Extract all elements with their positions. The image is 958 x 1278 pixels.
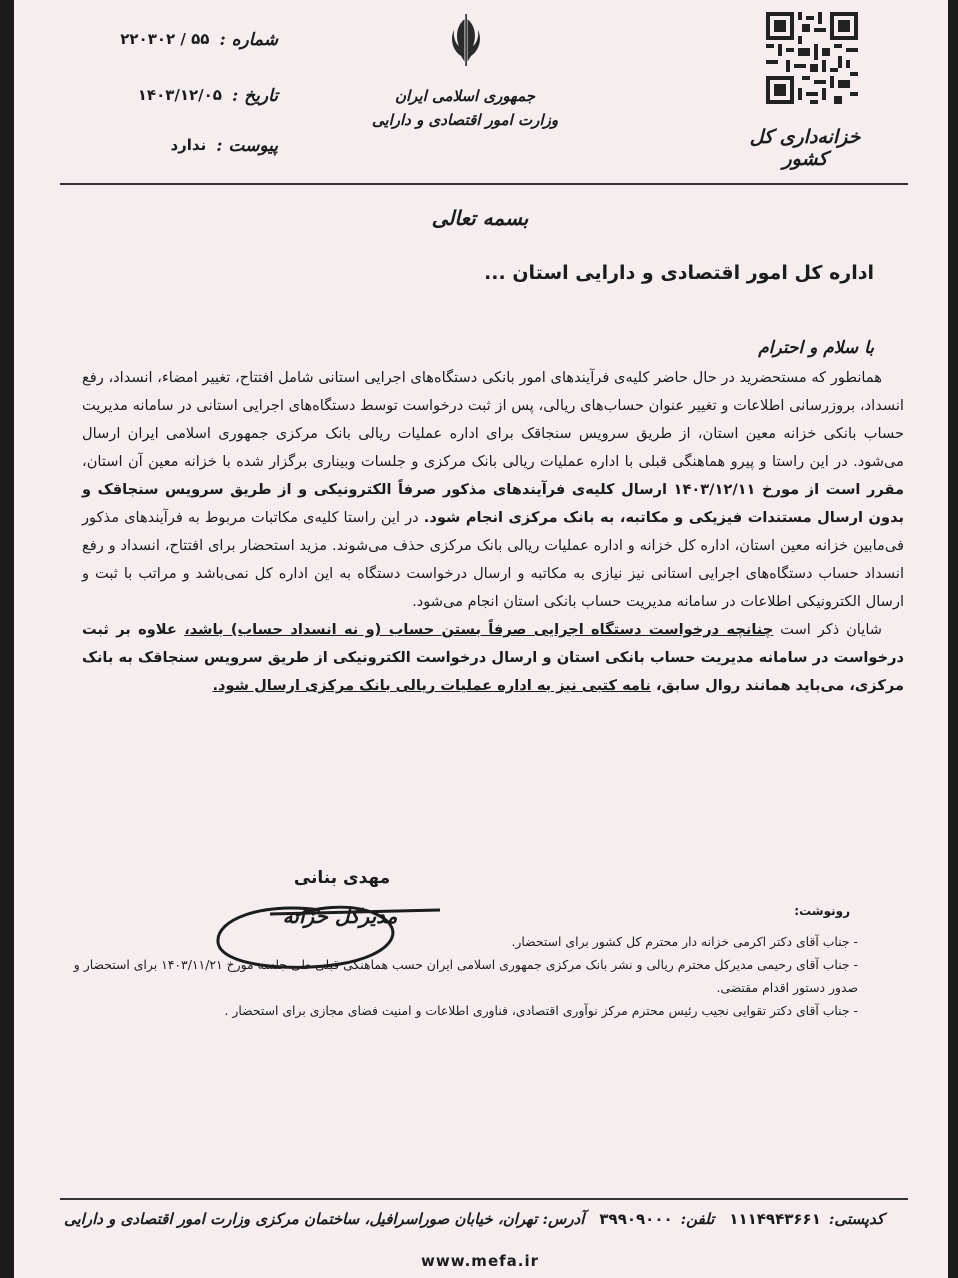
footer-divider [60, 1198, 908, 1200]
iran-emblem-icon [447, 14, 485, 68]
ministry-name: وزارت امور اقتصادی و دارایی [371, 111, 559, 129]
footer-postal [729, 1210, 884, 1228]
attachment-value: ندارد [170, 136, 207, 154]
p2-underlined-condition: چنانچه درخواست دستگاه اجرایی صرفاً بستن حساب (و نه انسداد حساب) باشد، [184, 621, 774, 638]
footer-address: آدرس: تهران، خیابان صوراسرافیل، ساختمان مرکزی وزارت امور اقتصادی و دارایی [64, 1210, 585, 1228]
republic-name: جمهوری اسلامی ایران [394, 87, 536, 105]
number-label: شماره : [219, 30, 278, 50]
signer-name: مهدی بنانی [293, 868, 391, 888]
p1-text-c: در این راستا کلیه‌ی مکاتبات مربوط به فرآیندهای مذکور فی‌مابین خزانه معین استان، اداره کل خزانه و اداره عملیات ریالی بانک مرکزی حذف می‌شوند. مزید استحضار برای افتتاح، انسداد و رفع انسداد حساب دستگاه‌های اجرایی استانی نیز نیازی به مکاتبه و ارسال درخواست دستگاه به این اداره کل نمی‌باشد و مراتب با ثبت و ارسال الکترونیکی اطلاعات در سامانه مدیریت حساب بانکی استان انجام می‌شود. [82, 509, 904, 610]
letter-number [88, 30, 278, 50]
website-link[interactable]: www.mefa.ir [421, 1252, 539, 1270]
addressee: اداره کل امور اقتصادی و دارایی استان ... [484, 262, 874, 284]
footer [64, 1210, 884, 1228]
number-value: ۵۵ / ۲۲۰۳۰۲ [120, 30, 210, 48]
attachment-label: پیوست : [216, 136, 278, 156]
p1-bold-decision: مقرر است از مورخ ۱۴۰۳/۱۲/۱۱ ارسال کلیه‌ی فرآیندهای مذکور صرفاً الکترونیکی و از طریق سرویس سنجاقک و بدون ارسال مستندات فیزیکی و مکاتبه، به بانک مرکزی انجام شود. [82, 481, 905, 526]
p2-bold-text: علاوه بر ثبت درخواست در سامانه مدیریت حساب بانکی استان و ارسال درخواست الکترونیکی از طریق سرویس سنجاقک به بانک مرکزی، می‌باید همانند روال سابق، [82, 621, 904, 694]
letter-date [88, 86, 278, 106]
greeting: با سلام و احترام [758, 338, 874, 358]
p2-underlined-instruction: نامه کتبی نیز به اداره عملیات ریالی بانک مرکزی ارسال شود. [212, 677, 651, 694]
phone-label: تلفن: [680, 1210, 715, 1228]
ministry-heading [340, 84, 590, 132]
treasury-heading: خزانه‌داری کل کشور [749, 126, 861, 170]
letter-attachment [88, 136, 278, 156]
copies-heading: رونوشت: [794, 904, 850, 918]
bismillah: بسمه تعالی [431, 206, 529, 230]
header-divider [60, 183, 908, 185]
copy-item: - جناب آقای دکتر تقوایی نجیب رئیس محترم مرکز نوآوری اقتصادی، فناوری اطلاعات و امنیت فضای مجازی برای استحضار . [224, 1003, 858, 1018]
copies-list [70, 930, 858, 1022]
footer-phone [599, 1210, 714, 1228]
postal-label: کدپستی: [828, 1210, 884, 1228]
date-value: ۱۴۰۳/۱۲/۰۵ [137, 86, 222, 104]
copy-item: - جناب آقای رحیمی مدیرکل محترم ریالی و نشر بانک مرکزی جمهوری اسلامی ایران حسب هماهنگی قبلی طی جلسه مورخ ۱۴۰۳/۱۱/۲۱ برای استحضار و صدور دستور اقدام مقتضی. [73, 957, 858, 995]
p2-text-a: شایان ذکر است [773, 621, 882, 638]
phone-value: ۳۹۹۰۹۰۰۰ [599, 1210, 673, 1228]
p1-text-a: همانطور که مستحضرید در حال حاضر کلیه‌ی فرآیندهای امور بانکی دستگاه‌های اجرایی استانی شامل افتتاح، تغییر امضاء، انسداد، رفع انسداد، بروزرسانی اطلاعات و تغییر عنوان حساب‌های ریالی، پس از ثبت درخواست توسط دستگاه‌های اجرایی استانی در سامانه مدیریت حساب بانکی خزانه معین استان، از طریق سرویس سنجاقک برای اداره عملیات ریالی بانک مرکزی جمهوری اسلامی ایران ارسال می‌شود. در این راستا و پیرو هماهنگی قبلی با اداره عملیات ریالی بانک مرکزی و جلسات وبیناری برگزار شده با خزانه معین آن استان، [82, 369, 904, 470]
left-frame [0, 0, 14, 1278]
right-frame [948, 0, 958, 1278]
signer-title: مدیرکل خزانه [282, 904, 398, 928]
letter-body [82, 364, 904, 700]
paragraph-2 [82, 616, 904, 700]
date-label: تاریخ : [231, 86, 278, 106]
paragraph-1 [82, 364, 904, 616]
copy-item: - جناب آقای دکتر اکرمی خزانه دار محترم کل کشور برای استحضار. [511, 934, 858, 949]
qr-code [766, 12, 858, 104]
postal-value: ۱۱۱۴۹۴۳۶۶۱ [729, 1210, 821, 1228]
